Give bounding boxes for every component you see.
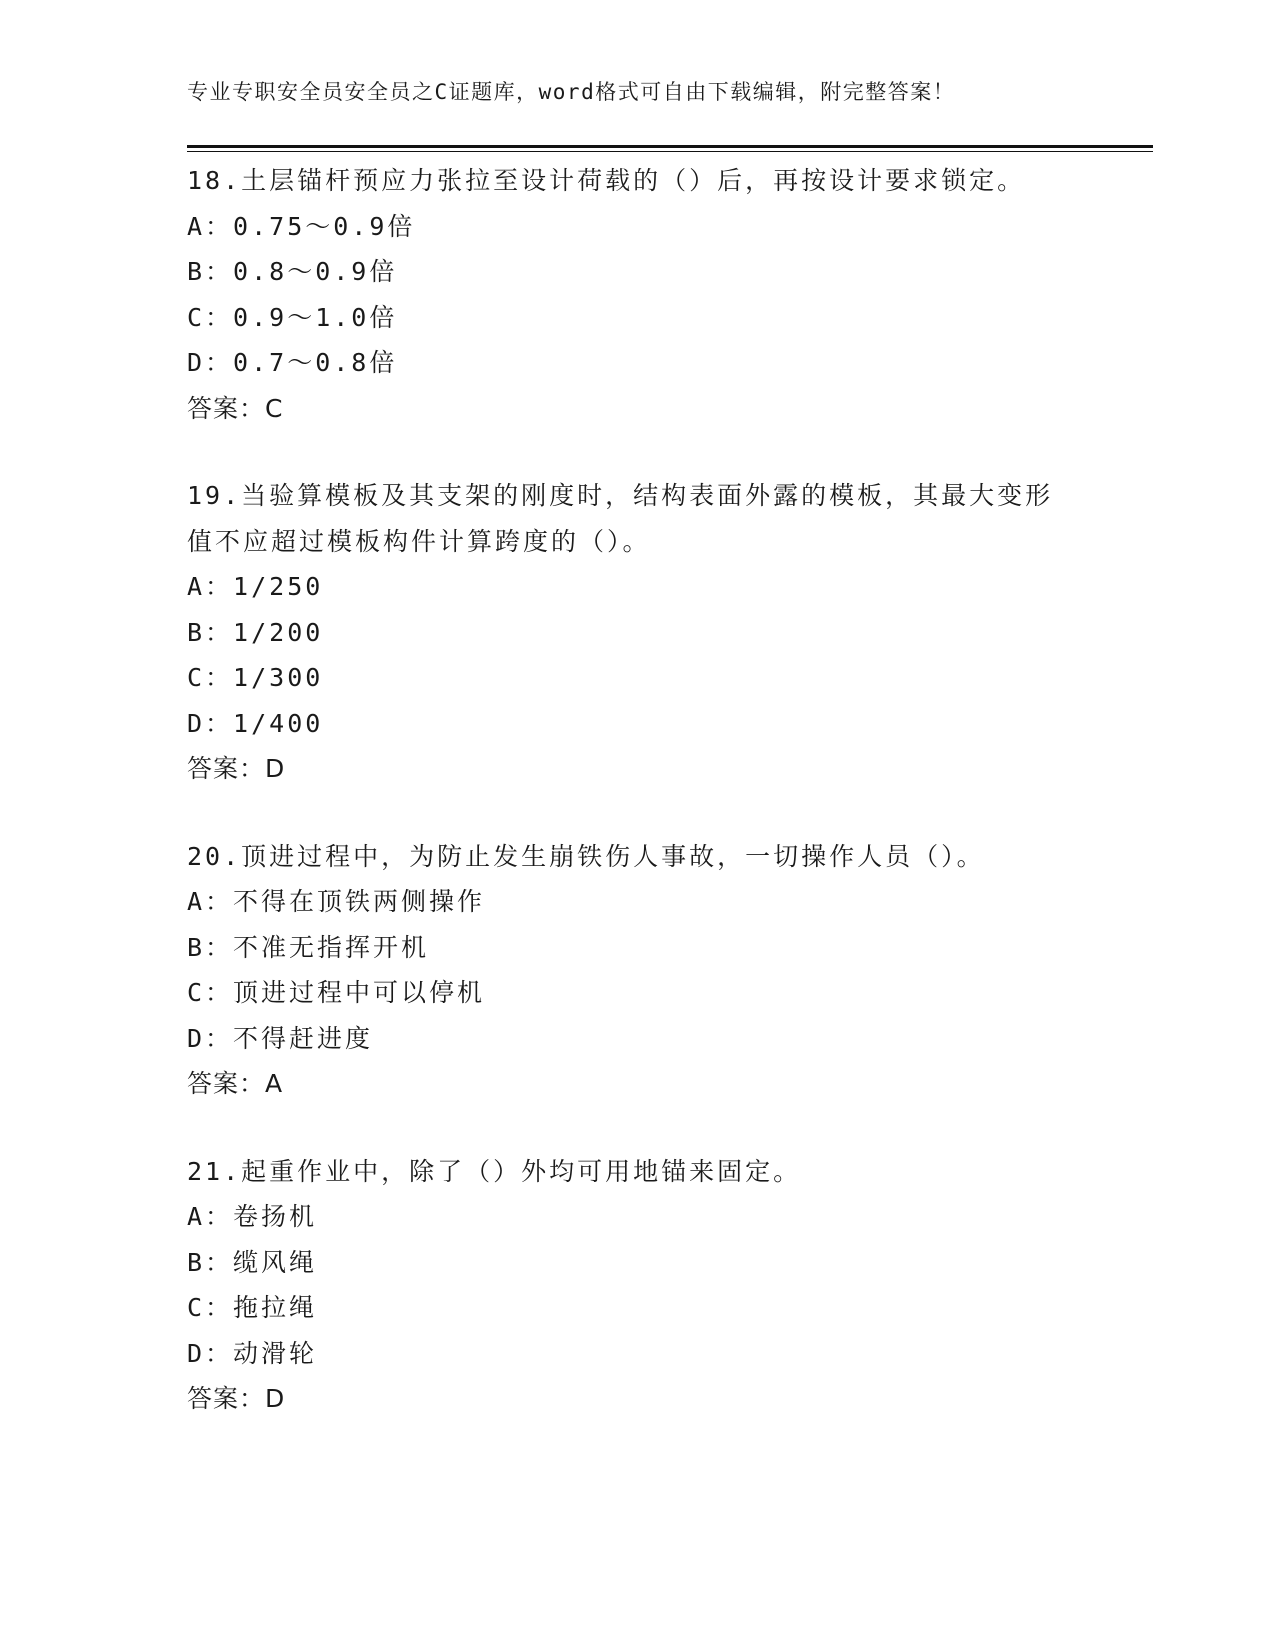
answer-line: 答案：D [187,1384,286,1413]
question-list [187,158,1127,1464]
question-stem: 21.起重作业中，除了（）外均可用地锚来固定。 [187,1156,802,1186]
option-a: A：不得在顶铁两侧操作 [187,887,486,916]
option-a: A：1/250 [187,572,324,601]
question-18 [187,158,1127,431]
option-d: D：动滑轮 [187,1338,318,1368]
answer-line: 答案：C [187,393,284,423]
option-d: D：不得赶进度 [187,1023,374,1053]
option-a: A：卷扬机 [187,1202,318,1231]
option-c: C：顶进过程中可以停机 [187,978,486,1007]
option-b: B：不准无指挥开机 [187,932,430,962]
question-19 [187,473,1127,792]
header-rule-thin [187,151,1153,152]
question-stem: 20.顶进过程中，为防止发生崩铁伤人事故，一切操作人员（）。 [187,841,985,871]
answer-line: 答案：D [187,754,286,783]
question-21 [187,1149,1127,1422]
question-stem: 19.当验算模板及其支架的刚度时，结构表面外露的模板，其最大变形 [187,481,1054,510]
question-stem: 18.土层锚杆预应力张拉至设计荷载的（）后，再按设计要求锁定。 [187,166,1026,195]
answer-line: 答案：A [187,1069,284,1098]
option-a: A：0.75～0.9倍 [187,211,416,241]
option-c: C：0.9～1.0倍 [187,302,398,332]
option-c: C：拖拉绳 [187,1293,318,1322]
option-b: B：1/200 [187,617,324,647]
option-b: B：0.8～0.9倍 [187,257,398,286]
question-stem-continued: 值不应超过模板构件计算跨度的（）。 [187,526,651,556]
option-d: D：1/400 [187,708,324,738]
header-rule-thick [187,145,1153,148]
page-header: 专业专职安全员安全员之C证题库，word格式可自由下载编辑，附完整答案！ [187,80,956,104]
option-c: C：1/300 [187,663,324,692]
option-d: D：0.7～0.8倍 [187,348,398,377]
question-20 [187,834,1127,1107]
option-b: B：缆风绳 [187,1247,318,1277]
